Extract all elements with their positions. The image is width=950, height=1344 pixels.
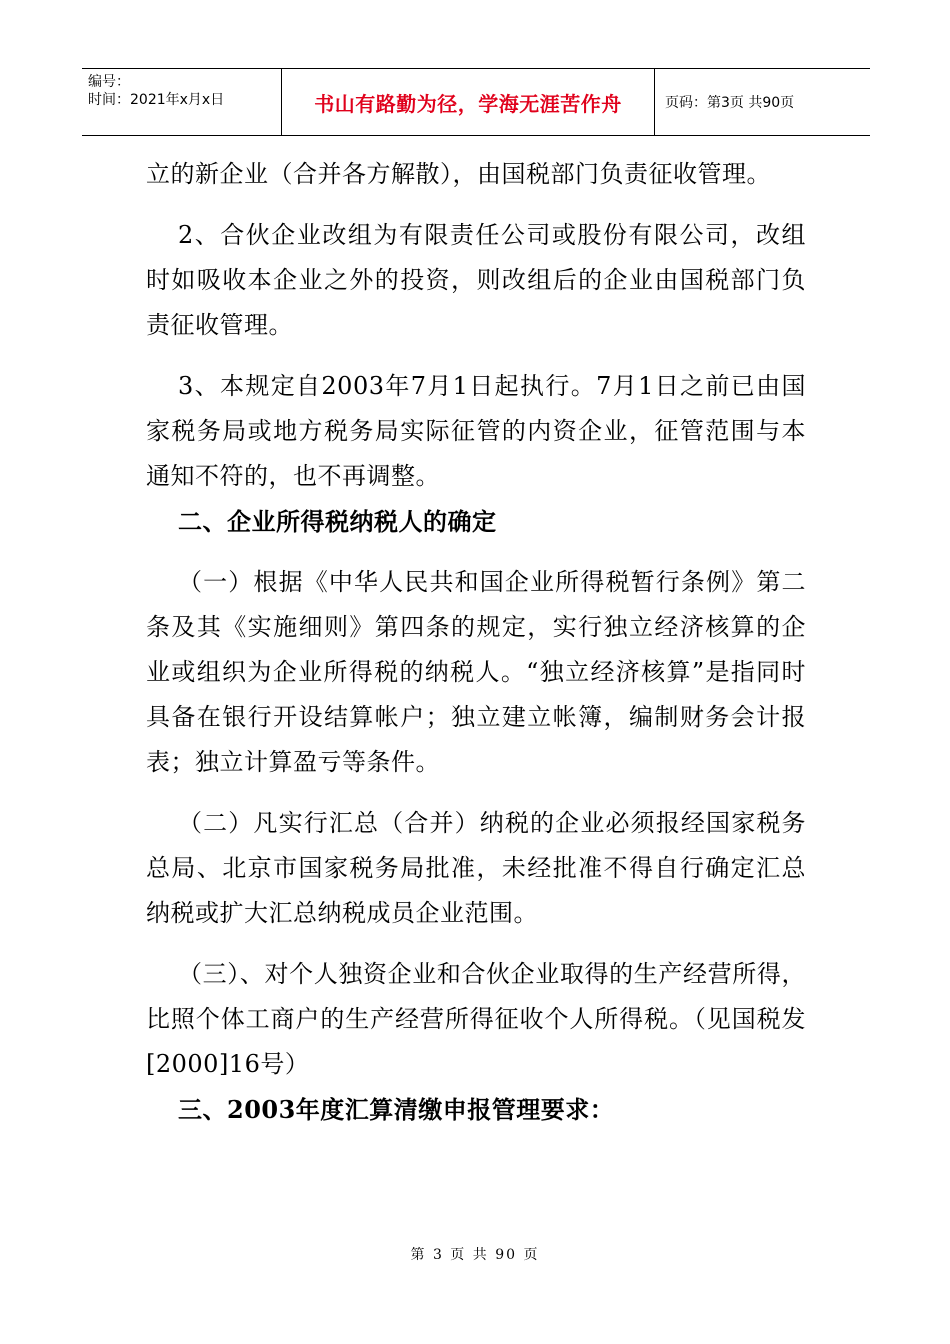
paragraph-clause-1: （一）根据《中华人民共和国企业所得税暂行条例》第二条及其《实施细则》第四条的规定，实行独立经济核算的企业或组织为企业所得税的纳税人。“独立经济核算”是指同时具备在银行开设结算帐户；独立建立帐簿，编制财务会计报表；独立计算盈亏等条件。 [146,568,806,776]
header-meta-cell [82,69,282,135]
page-header [82,68,870,136]
paragraph-item-3: 3、本规定自2003年7月1日起执行。7月1日之前已由国家税务局或地方税务局实际征管的内资企业，征管范围与本通知不符的，也不再调整。 [146,372,806,490]
paragraph-item-2: 2、合伙企业改组为有限责任公司或股份有限公司，改组时如吸收本企业之外的投资，则改组后的企业由国税部门负责征收管理。 [146,221,806,339]
paragraph-clause-3: （三）、对个人独资企业和合伙企业取得的生产经营所得，比照个体工商户的生产经营所得征收个人所得税。（见国税发[2000]16号） [146,960,806,1078]
document-time-label: 时间：2021年x月x日 [88,92,225,108]
paragraph-continuation: 立的新企业（合并各方解散），由国税部门负责征收管理。 [146,160,771,188]
document-number-label: 编号： [88,74,130,90]
header-motto-cell [282,69,655,135]
page-footer: 第 3 页 共 90 页 [410,1247,540,1263]
section-heading-2: 二、企业所得税纳税人的确定 [178,507,497,536]
header-page-cell [655,69,870,135]
paragraph-clause-2: （二）凡实行汇总（合并）纳税的企业必须报经国家税务总局、北京市国家税务局批准，未经批准不得自行确定汇总纳税或扩大汇总纳税成员企业范围。 [146,809,806,927]
header-page-info: 页码：第3页 共90页 [665,95,795,111]
section-heading-3: 三、2003年度汇算清缴申报管理要求： [178,1095,615,1124]
document-body [146,152,806,1132]
header-motto: 书山有路勤为径，学海无涯苦作舟 [314,91,622,116]
